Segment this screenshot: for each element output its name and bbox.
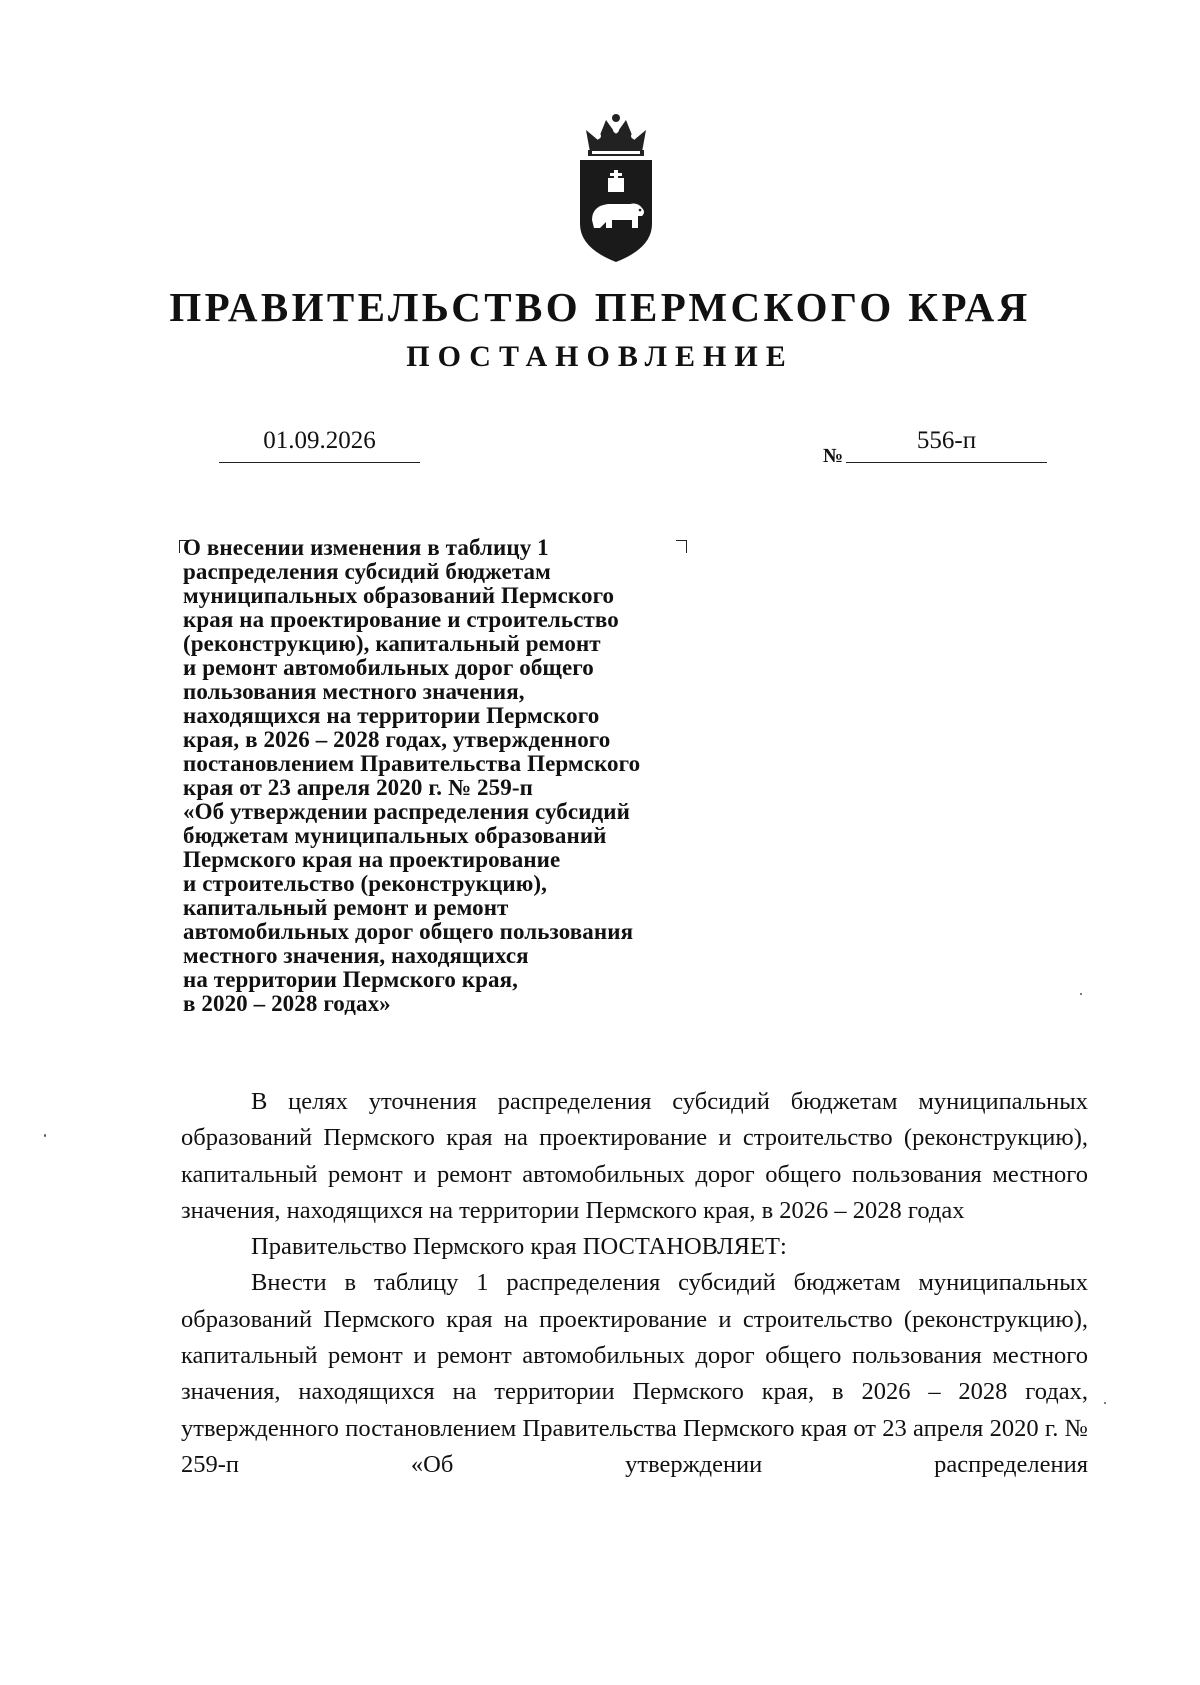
subject-line: «Об утверждении распределения субсидий	[183, 799, 630, 824]
subject-line: в 2020 – 2028 годах»	[183, 991, 391, 1016]
subject-line: и строительство (реконструкцию),	[183, 871, 548, 896]
scan-speck	[44, 1134, 46, 1137]
perm-krai-coat-of-arms-icon	[568, 112, 664, 264]
subject-line: на территории Пермского края,	[183, 967, 519, 992]
body-paragraph-resolves: Правительство Пермского края ПОСТАНОВЛЯЕТ:	[251, 1233, 787, 1261]
scan-speck	[1080, 993, 1082, 995]
document-type: ПОСТАНОВЛЕНИЕ	[406, 340, 794, 373]
body-paragraph-purpose: В целях уточнения распределения субсидий бюджетам муниципальных образований Пермского края на проектирование и строительство (реконструкцию), капитальный ремонт и ремонт автомобильных дорог общего пользования местного значения, находящихся на территории Пермского края, в 2026 – 2028 годах	[181, 1088, 1088, 1224]
subject-line: автомобильных дорог общего пользования	[183, 919, 634, 944]
organization-title: ПРАВИТЕЛЬСТВО ПЕРМСКОГО КРАЯ	[169, 284, 1031, 330]
subject-line: находящихся на территории Пермского	[183, 703, 600, 728]
subject-line: капитальный ремонт и ремонт	[183, 895, 509, 920]
subject-line: распределения субсидий бюджетам	[183, 559, 551, 584]
subject-line: (реконструкцию), капитальный ремонт	[183, 631, 601, 656]
subject-line: края, в 2026 – 2028 годах, утвержденного	[183, 727, 611, 752]
subject-line: Пермского края на проектирование	[183, 847, 561, 872]
number-underline	[846, 462, 1047, 463]
number-sign: №	[823, 445, 844, 467]
subject-line: и ремонт автомобильных дорог общего	[183, 655, 594, 680]
document-body	[181, 1084, 1088, 1483]
body-paragraph-amendment: Внести в таблицу 1 распределения субсидий бюджетам муниципальных образований Пермского края на проектирование и строительство (реконструкцию), капитальный ремонт и ремонт автомобильных дорог общего пользования местного значения, находящихся на территории Пермского края, в 2026 – 2028 годах, утвержденного постановлением Правительства Пермского края от 23 апреля 2020 г. № 259-п «Об утверждении распределения	[181, 1269, 1088, 1478]
scan-speck	[1104, 1402, 1106, 1404]
subject-line: бюджетам муниципальных образований	[183, 823, 607, 848]
subject-line: пользования местного значения,	[183, 679, 525, 704]
subject-line: местного значения, находящихся	[183, 943, 529, 968]
date-underline	[219, 462, 420, 463]
document-number: 556-п	[916, 427, 977, 454]
document-date: 01.09.2026	[263, 427, 376, 454]
subject-line: постановлением Правительства Пермского	[183, 751, 641, 776]
subject-line: края от 23 апреля 2020 г. № 259-п	[183, 775, 533, 800]
subject-line: муниципальных образований Пермского	[183, 583, 615, 608]
subject-line: края на проектирование и строительство	[183, 607, 619, 632]
document-subject	[183, 536, 743, 1016]
subject-line: О внесении изменения в таблицу 1	[183, 535, 549, 560]
